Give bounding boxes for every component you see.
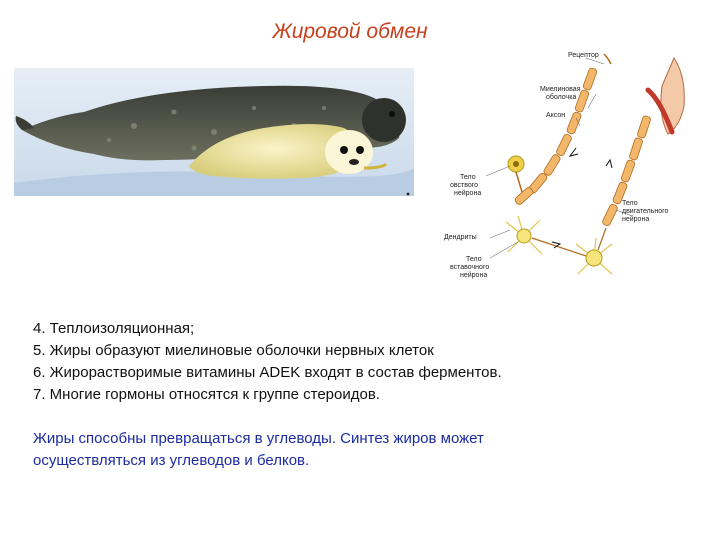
label-inter-1: Тело [466, 256, 482, 263]
label-sensory-1: Тело [460, 174, 476, 181]
label-myelin-1: Миелиновая [540, 86, 581, 93]
label-inter-3: нейрона [460, 272, 488, 279]
content-line-7: 7. Многие гормоны относятся к группе стероидов. [33, 386, 380, 403]
label-motor-3: нейрона [622, 216, 650, 223]
note-text: Жиры способны превращаться в углеводы. Синтез жиров может осуществляться из углеводов и белков. [33, 430, 484, 469]
label-motor-1: Тело [622, 200, 638, 207]
neuron-diagram [436, 46, 700, 290]
slide-title: Жировой обмен [272, 20, 428, 43]
content-line-6: 6. Жирорастворимые витамины ADEK входят в состав ферментов. [33, 364, 502, 381]
label-receptor: Рецептор [568, 52, 599, 59]
label-motor-2: двигательного [622, 208, 669, 215]
label-inter-2: вставочного [450, 264, 490, 271]
seal-illustration [14, 68, 414, 196]
content-line-4: 4. Теплоизоляционная; [33, 320, 195, 337]
label-sensory-3: нейрона [454, 190, 482, 197]
content-text [33, 318, 693, 472]
neuron-drawing [436, 46, 700, 290]
content-line-5: 5. Жиры образуют миелиновые оболочки нервных клеток [33, 342, 434, 359]
label-myelin-2: оболочка [546, 94, 577, 101]
label-axon: Аксон [546, 112, 566, 119]
label-sensory-2: овствого [450, 182, 479, 189]
label-dendrites: Дендриты [444, 234, 477, 241]
